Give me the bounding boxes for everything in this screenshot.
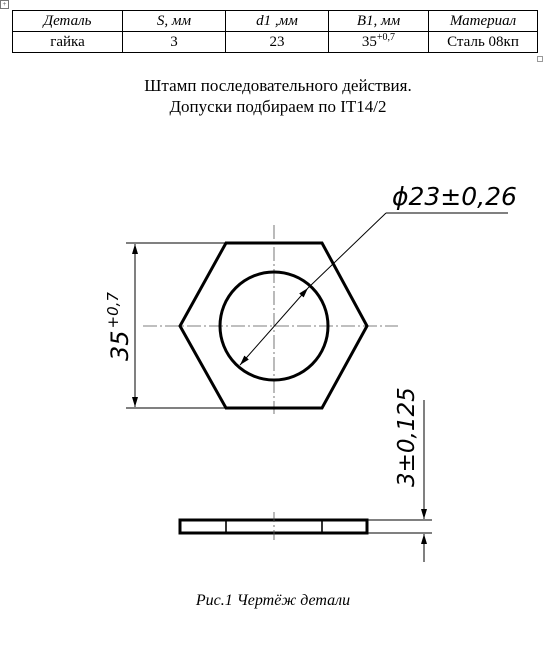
cell-part: гайка (13, 32, 123, 53)
header-part: Деталь (13, 11, 123, 32)
cell-b1-nominal: 35 (361, 33, 377, 50)
cell-material: Сталь 08кп (429, 32, 538, 53)
width-label-tolerance: +0,7 (104, 292, 122, 329)
diameter-dimension (240, 213, 508, 365)
cell-d1: 23 (226, 32, 329, 53)
side-view-outline (180, 520, 367, 533)
width-label (104, 292, 134, 361)
figure-caption: Рис.1 Чертёж детали (195, 592, 351, 609)
hex-outline (180, 243, 367, 408)
header-d1: d1 ,мм (226, 11, 329, 32)
table-anchor-handle[interactable]: + (0, 0, 9, 9)
header-material: Материал (429, 11, 538, 32)
thickness-label: 3±0,125 (394, 387, 420, 487)
width-label-nominal: 35 (106, 330, 134, 361)
note-line-2: Допуски подбираем по IT14/2 (169, 97, 387, 116)
diameter-label: ϕ23±0,26 (392, 182, 517, 211)
cell-b1-tolerance: +0,7 (376, 31, 396, 43)
center-lines (143, 225, 398, 414)
side-view (180, 520, 367, 533)
header-b1: B1, мм (329, 11, 429, 32)
note-line-1: Штамп последовательного действия. (144, 76, 412, 95)
diameter-leader (308, 213, 386, 288)
header-s: S, мм (123, 11, 226, 32)
cell-s: 3 (123, 32, 226, 53)
